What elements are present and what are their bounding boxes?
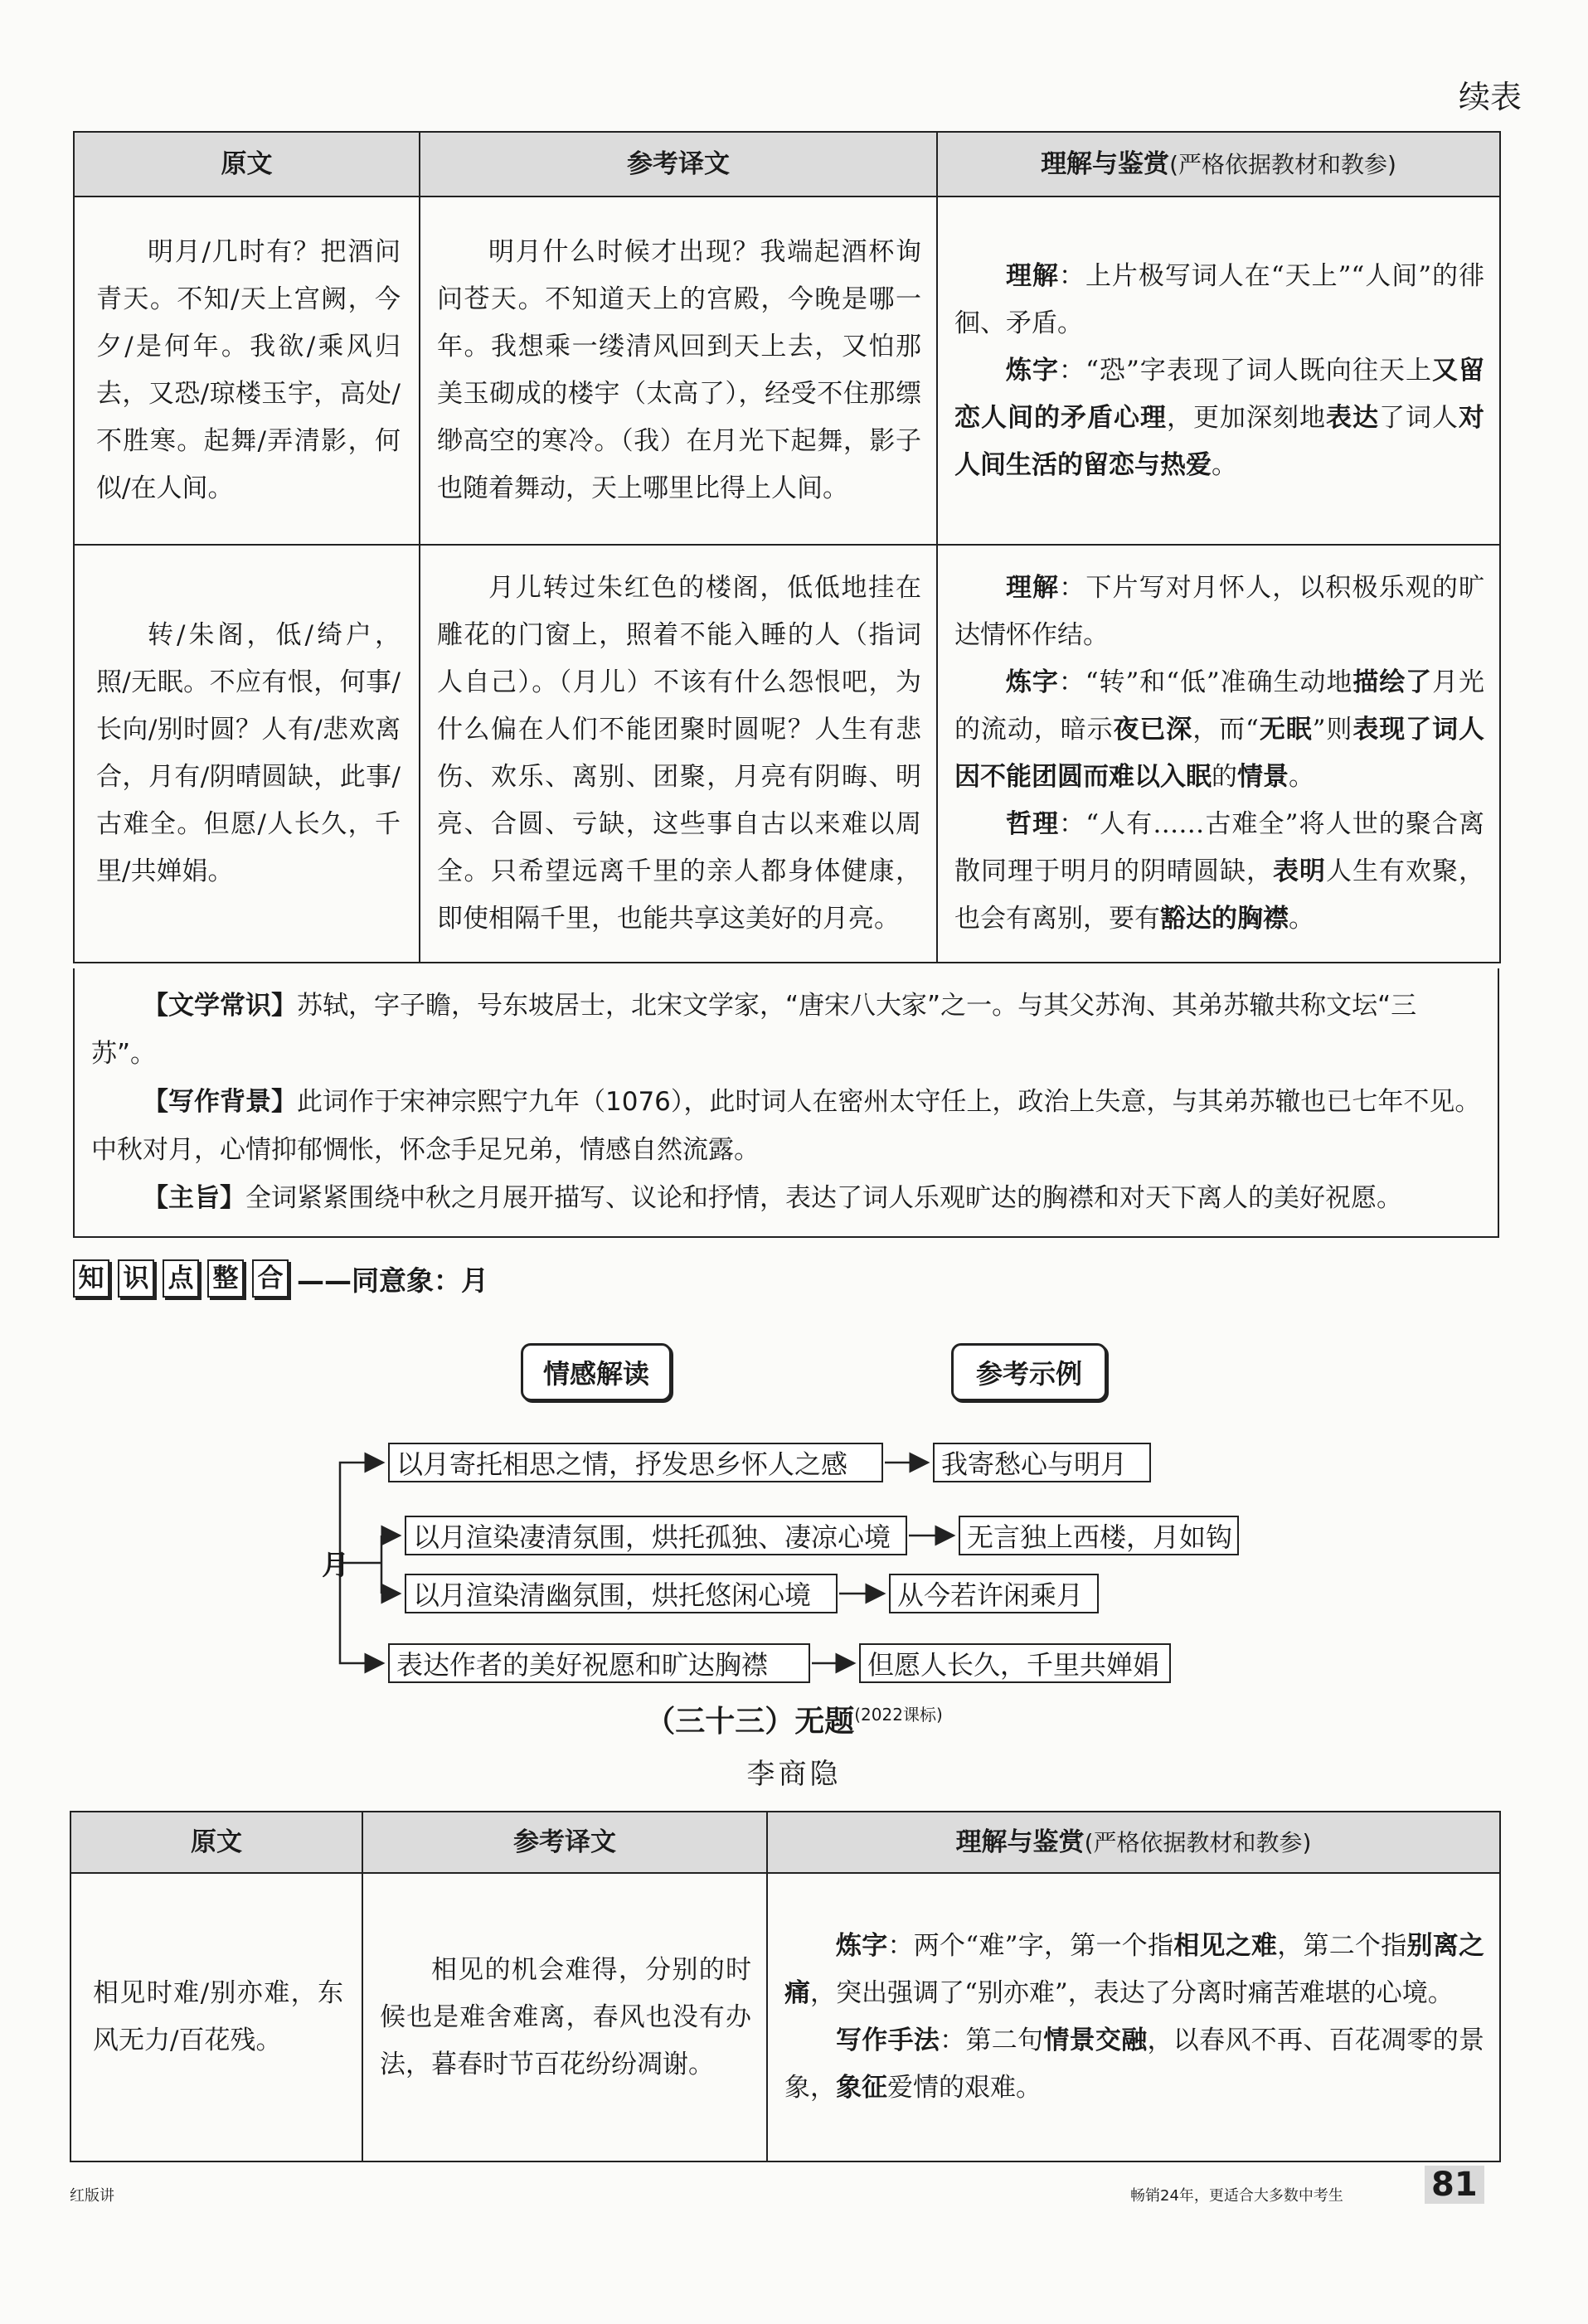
title-suffix: ——同意象：月 — [297, 1264, 488, 1297]
footer-slogan: 畅销24年，更适合大多数中考生 — [1130, 2187, 1343, 2205]
poem-title — [0, 1698, 1588, 1740]
background-text: 此词作于宋神宗熙宁九年（1076），此时词人在密州太守任上，政治上失意，与其弟苏辙也已七年不见。中秋对月，心情抑郁惆怅，怀念手足兄弟，情感自然流露。 — [91, 1087, 1481, 1165]
note-text: ，更加深刻地 — [1167, 402, 1326, 433]
note-text: ：上片极写词人在“天上”“人间”的徘徊、矛盾。 — [954, 260, 1484, 338]
translation-cell — [420, 545, 937, 963]
note-text: ，突出强调了“别亦难”，表达了分离时痛苦难堪的心境。 — [810, 1978, 1454, 2008]
translation-text: 相见的机会难得，分别的时候也是难舍难离，春风也没有办法，暮春时节百花纷纷凋谢。 — [380, 1954, 751, 2079]
table-row — [74, 196, 1500, 545]
example-box-3: 从今若许闲乘月 — [889, 1574, 1099, 1613]
appreciation-cell — [937, 545, 1500, 963]
header-appreciation-label: 理解与鉴赏 — [1041, 148, 1170, 179]
note-emphasis: 描绘了 — [1352, 667, 1433, 697]
translation-text: 月儿转过朱红色的楼阁，低低地挂在雕花的门窗上，照着不能入睡的人（指词人自己）。（月儿）不该有什么怨恨吧，为什么偏在人们不能团聚时圆呢？人生有悲伤、欢乐、离别、团聚，月亮有阴晦、明亮、合圆、亏缺，这些事自古以来难以周全。只希望远离千里的亲人都身体健康，即使相隔千里，也能共享这美好的月亮。 — [437, 573, 921, 934]
footer-left: 红版讲 — [70, 2187, 114, 2205]
note-text: 了词人 — [1379, 402, 1459, 433]
note-text: 月光的流动，暗示 — [954, 667, 1485, 745]
meaning-box-4: 表达作者的美好祝愿和旷达胸襟 — [388, 1643, 810, 1683]
note-emphasis: 情景 — [1237, 762, 1289, 792]
title-char: 整 — [207, 1259, 244, 1298]
note-label: 理解 — [1006, 260, 1059, 291]
page-number: 81 — [1425, 2166, 1484, 2204]
appreciation-cell — [767, 1873, 1500, 2161]
note-text: 。 — [1212, 449, 1237, 480]
example-box-2: 无言独上西楼，月如钩 — [959, 1516, 1239, 1555]
note-emphasis: 别离之痛 — [784, 1931, 1485, 2008]
appreciation-note — [784, 2017, 1484, 2112]
table-header-row — [70, 1812, 1500, 1873]
title-char: 识 — [118, 1259, 154, 1298]
header-appreciation-note: (严格依据教材和教参) — [1084, 1828, 1312, 1856]
title-char: 点 — [163, 1259, 199, 1298]
appreciation-note — [954, 253, 1484, 347]
header-translation: 参考译文 — [420, 132, 937, 196]
note-label: 炼字 — [1006, 667, 1059, 697]
background-label: 【写作背景】 — [143, 1087, 297, 1117]
theme-note — [91, 1174, 1481, 1222]
table-row — [74, 545, 1500, 963]
meaning-box-1: 以月寄托相思之情，抒发思乡怀人之感 — [388, 1443, 883, 1482]
note-emphasis: 豁达的胸襟 — [1160, 904, 1289, 934]
note-text: ：第二句 — [940, 2026, 1044, 2055]
header-appreciation-note: (严格依据教材和教参) — [1169, 150, 1396, 178]
note-emphasis: 相见之难 — [1173, 1931, 1278, 1961]
header-appreciation — [937, 132, 1500, 196]
note-emphasis: 情景交融 — [1043, 2026, 1148, 2055]
table-header-row — [74, 132, 1500, 196]
mind-map-root: 月 — [322, 1549, 349, 1581]
knowledge-section-title — [73, 1259, 488, 1298]
table-row — [70, 1873, 1500, 2161]
poem-table-1 — [73, 131, 1501, 963]
note-emphasis: 象征 — [836, 2073, 887, 2103]
translation-cell — [420, 196, 937, 545]
note-text: ，以春风不再、百花凋零的景象， — [784, 2026, 1485, 2103]
translation-cell — [362, 1873, 767, 2161]
appreciation-cell — [937, 196, 1500, 545]
background-note — [91, 1078, 1481, 1174]
note-text: ，第二个指 — [1277, 1931, 1407, 1961]
appreciation-note — [954, 565, 1484, 659]
appreciation-note — [954, 801, 1484, 943]
literature-note — [91, 982, 1481, 1078]
title-char: 合 — [252, 1259, 289, 1298]
appreciation-note — [954, 659, 1484, 801]
header-appreciation — [767, 1812, 1500, 1873]
note-text: 。 — [1289, 762, 1314, 792]
poem-title-tag: (2022课标) — [854, 1705, 943, 1725]
note-emphasis: 对人间生活的留恋与热爱 — [954, 402, 1484, 480]
note-emphasis: 表现了词人因不能团圆而难以入眠 — [954, 715, 1485, 792]
example-box-1: 我寄愁心与明月 — [933, 1443, 1151, 1482]
original-text-cell — [74, 196, 420, 545]
note-text: 的 — [1212, 762, 1237, 792]
emotion-header: 情感解读 — [521, 1343, 672, 1401]
note-emphasis: 夜已深 — [1113, 715, 1193, 745]
meaning-box-2: 以月渲染凄清氛围，烘托孤独、凄凉心境 — [405, 1516, 907, 1555]
original-text-cell — [70, 1873, 362, 2161]
poem-title-text: （三十三）无题 — [645, 1705, 855, 1739]
original-text: 相见时难/别亦难，东风无力/百花残。 — [93, 1978, 343, 2055]
header-appreciation-label: 理解与鉴赏 — [955, 1827, 1085, 1857]
note-text: 。 — [1289, 904, 1314, 934]
note-emphasis: 无眠 — [1258, 715, 1313, 745]
appreciation-note — [954, 347, 1484, 489]
theme-label: 【主旨】 — [143, 1183, 245, 1213]
header-translation: 参考译文 — [362, 1812, 767, 1873]
note-label: 炼字 — [1006, 355, 1060, 386]
note-text: ：“人有……古难全”将人世的聚合离散同理于明月的阴晴圆缺， — [954, 809, 1484, 886]
note-emphasis: 又留恋人间的矛盾心理 — [954, 355, 1485, 433]
example-header: 参考示例 — [951, 1343, 1107, 1401]
literature-label: 【文学常识】 — [143, 991, 297, 1021]
background-notes — [73, 968, 1499, 1238]
header-original: 原文 — [74, 132, 420, 196]
poem-table-2 — [70, 1811, 1501, 2162]
poem-author: 李商隐 — [746, 1758, 842, 1791]
appreciation-note — [784, 1923, 1484, 2017]
continued-label: 续表 — [1458, 79, 1522, 115]
theme-text: 全词紧紧围绕中秋之月展开描写、议论和抒情，表达了词人乐观旷达的胸襟和对天下离人的美好祝愿。 — [245, 1183, 1402, 1213]
note-text: 爱情的艰难。 — [887, 2073, 1042, 2103]
literature-text: 苏轼，字子瞻，号东坡居士，北宋文学家，“唐宋八大家”之一。与其父苏洵、其弟苏辙共称文坛“三苏”。 — [91, 991, 1417, 1069]
note-emphasis: 表明 — [1273, 856, 1326, 886]
note-label: 哲理 — [1006, 809, 1060, 839]
note-text: 人生有欢聚，也会有离别，要有 — [954, 856, 1484, 934]
title-char: 知 — [73, 1259, 109, 1298]
note-text: ：“转”和“低”准确生动地 — [1058, 667, 1353, 697]
note-text: ：“恐”字表现了词人既向往天上 — [1059, 355, 1432, 386]
note-text: ”则 — [1312, 715, 1353, 745]
original-text: 转/朱阁，低/绮户，照/无眠。不应有恨，何事/长向/别时圆？人有/悲欢离合，月有/阴晴圆缺，此事/古难全。但愿/人长久，千里/共婵娟。 — [96, 620, 401, 886]
note-label: 炼字 — [836, 1931, 888, 1961]
note-text: ：下片写对月怀人，以积极乐观的旷达情怀作结。 — [954, 573, 1485, 650]
note-emphasis: 表达 — [1326, 402, 1379, 433]
note-text: ：两个“难”字，第一个指 — [887, 1931, 1174, 1961]
header-original: 原文 — [70, 1812, 362, 1873]
note-text: ，而“ — [1192, 715, 1259, 745]
note-label: 理解 — [1006, 573, 1060, 603]
meaning-box-3: 以月渲染清幽氛围，烘托悠闲心境 — [405, 1574, 838, 1613]
note-label: 写作手法 — [836, 2026, 940, 2055]
example-box-4: 但愿人长久，千里共婵娟 — [859, 1643, 1171, 1683]
translation-text: 明月什么时候才出现？我端起酒杯询问苍天。不知道天上的宫殿，今晚是哪一年。我想乘一缕清风回到天上去，又怕那美玉砌成的楼宇（太高了），经受不住那缥缈高空的寒冷。（我）在月光下起舞，影子也随着舞动，天上哪里比得上人间。 — [437, 237, 921, 503]
original-text-cell — [74, 545, 420, 963]
original-text: 明月/几时有？把酒问青天。不知/天上宫阙，今夕/是何年。我欲/乘风归去，又恐/琼楼玉宇，高处/不胜寒。起舞/弄清影，何似/在人间。 — [96, 237, 401, 503]
